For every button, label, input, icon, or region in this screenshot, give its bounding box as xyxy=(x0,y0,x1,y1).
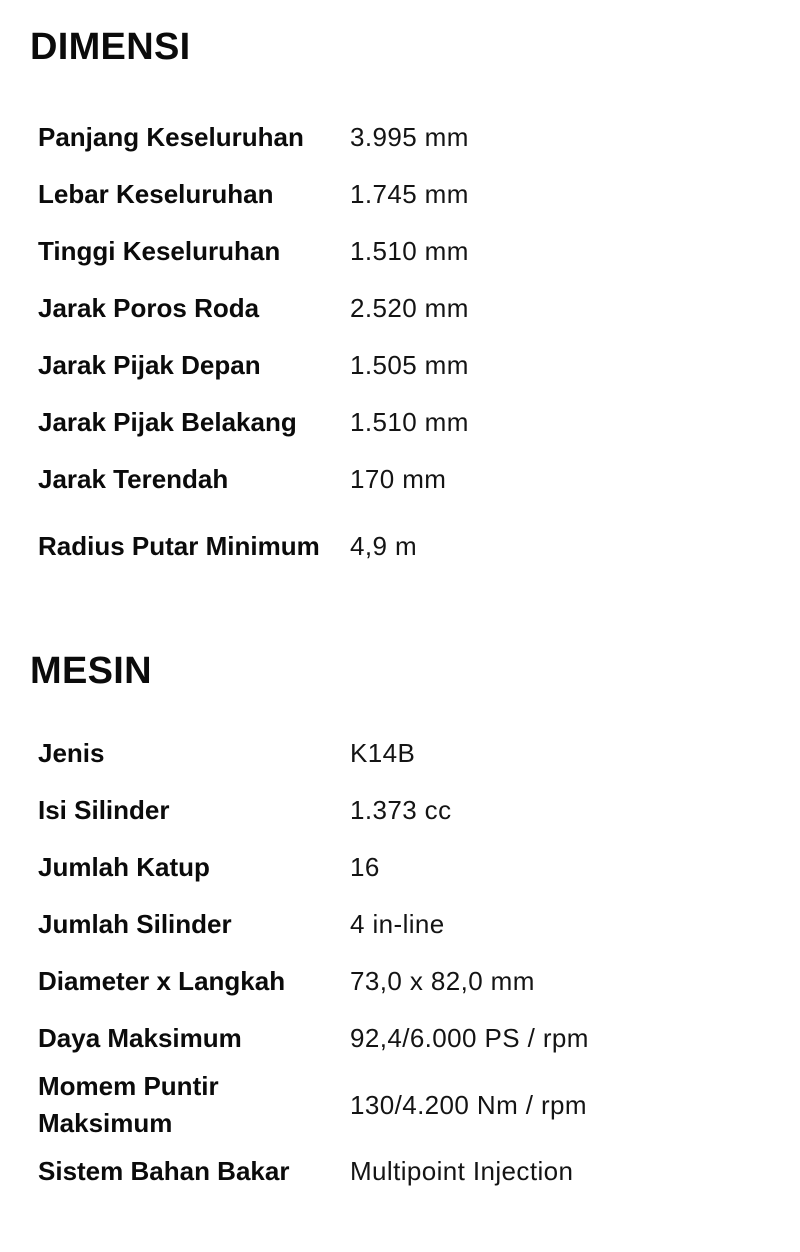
spec-label: Tinggi Keseluruhan xyxy=(38,236,281,266)
spec-row xyxy=(38,166,469,223)
spec-value: 1.745 mm xyxy=(350,179,469,209)
spec-value: 2.520 mm xyxy=(350,293,469,323)
spec-row xyxy=(38,839,589,896)
spec-row xyxy=(38,508,469,584)
spec-label: Isi Silinder xyxy=(38,795,170,825)
spec-label: Jarak Pijak Depan xyxy=(38,350,261,380)
spec-label: Jarak Pijak Belakang xyxy=(38,407,297,437)
dimensi-spec-table xyxy=(38,109,469,584)
spec-value: 1.505 mm xyxy=(350,350,469,380)
spec-label: Jumlah Katup xyxy=(38,852,210,882)
spec-label: Daya Maksimum xyxy=(38,1023,242,1053)
spec-value: Multipoint Injection xyxy=(350,1156,574,1186)
spec-value: 3.995 mm xyxy=(350,122,469,152)
spec-value: 4,9 m xyxy=(350,530,418,561)
spec-row xyxy=(38,953,589,1010)
spec-value: 1.510 mm xyxy=(350,407,469,437)
dimensi-section xyxy=(30,22,770,584)
spec-label: Diameter x Langkah xyxy=(38,966,286,996)
mesin-heading: MESIN xyxy=(30,650,152,692)
spec-row xyxy=(38,280,469,337)
spec-row xyxy=(38,725,589,782)
spec-value: 4 in-line xyxy=(350,909,445,939)
spec-label: Jenis xyxy=(38,738,105,768)
spec-label: Lebar Keseluruhan xyxy=(38,179,274,209)
mesin-spec-table xyxy=(38,725,589,1200)
spec-value: 92,4/6.000 PS / rpm xyxy=(350,1023,589,1053)
spec-row xyxy=(38,782,589,839)
spec-value: 170 mm xyxy=(350,464,447,494)
spec-row xyxy=(38,451,469,508)
spec-value: 16 xyxy=(350,852,380,882)
spec-label: Momem Puntir Maksimum xyxy=(38,1071,219,1138)
spec-value: 1.510 mm xyxy=(350,236,469,266)
spec-value: K14B xyxy=(350,738,416,768)
spec-row xyxy=(38,896,589,953)
spec-value: 73,0 x 82,0 mm xyxy=(350,966,535,996)
spec-row xyxy=(38,337,469,394)
spec-row xyxy=(38,1067,589,1143)
spec-value: 130/4.200 Nm / rpm xyxy=(350,1089,587,1120)
spec-label: Sistem Bahan Bakar xyxy=(38,1156,290,1186)
spec-value: 1.373 cc xyxy=(350,795,452,825)
mesin-section xyxy=(30,646,770,1200)
spec-label: Jumlah Silinder xyxy=(38,909,232,939)
dimensi-heading: DIMENSI xyxy=(30,26,191,68)
spec-row xyxy=(38,109,469,166)
spec-row xyxy=(38,1143,589,1200)
spec-row xyxy=(38,1010,589,1067)
spec-label: Panjang Keseluruhan xyxy=(38,122,304,152)
spec-row xyxy=(38,223,469,280)
spec-label: Jarak Poros Roda xyxy=(38,293,260,323)
spec-label: Jarak Terendah xyxy=(38,464,229,494)
spec-label: Radius Putar Minimum xyxy=(38,530,320,561)
spec-row xyxy=(38,394,469,451)
